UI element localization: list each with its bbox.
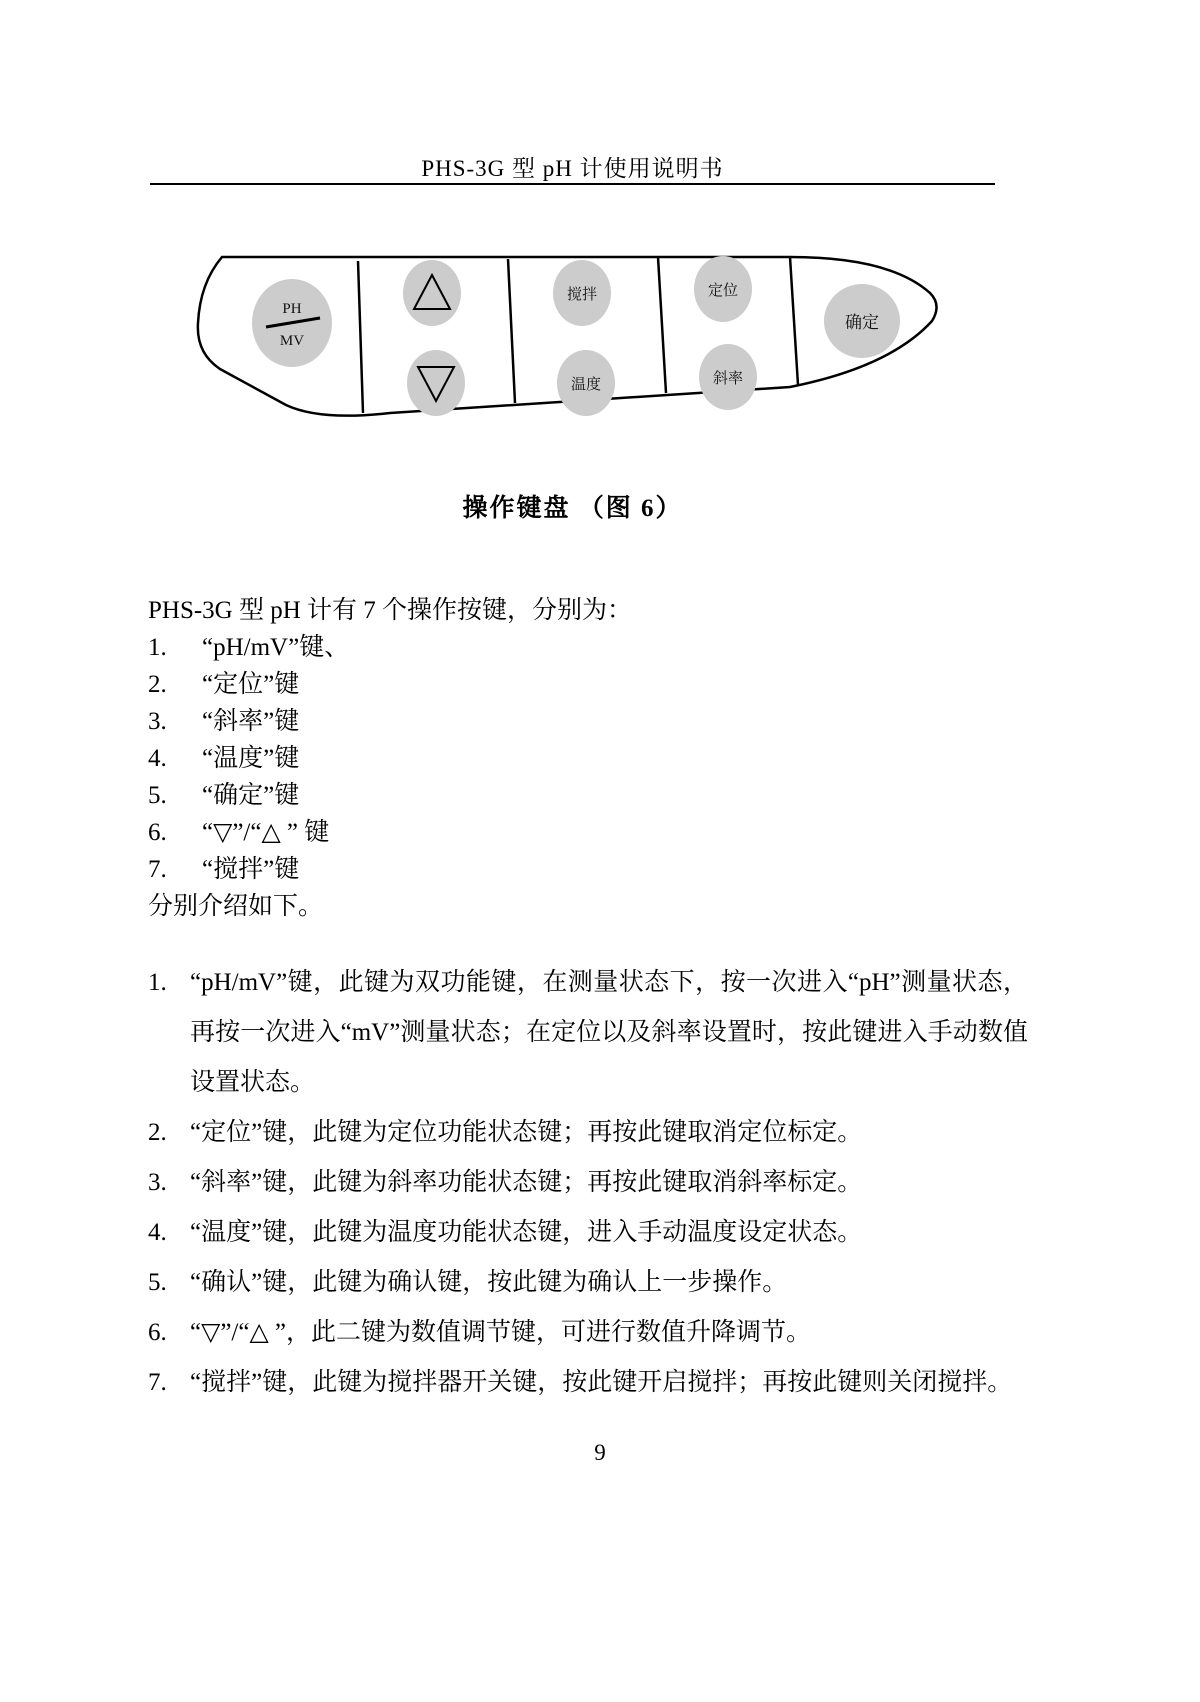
list-item-text: “▽”/“△ ” 键 (202, 819, 330, 846)
list-item (148, 703, 1028, 740)
detail-item-text: “▽”/“△ ”，此二键为数值调节键，可进行数值升降调节。 (190, 1319, 812, 1346)
list-item (148, 814, 1028, 851)
list-item-number: 6. (148, 819, 167, 846)
key-ph-mv-label-bottom: MV (279, 333, 305, 349)
detail-item-number: 2. (148, 1119, 167, 1146)
detail-item-number: 5. (148, 1269, 167, 1296)
list-item (148, 666, 1028, 703)
list-item-number: 7. (148, 856, 167, 883)
key-list (148, 629, 1028, 888)
list-item (148, 851, 1028, 888)
detail-item-text: “pH/mV”键，此键为双功能键，在测量状态下，按一次进入“pH”测量状态，再按一次进入“mV”测量状态；在定位以及斜率设置时，按此键进入手动数值设置状态。 (190, 969, 1028, 1096)
detail-item-text: “搅拌”键，此键为搅拌器开关键，按此键开启搅拌；再按此键则关闭搅拌。 (190, 1369, 1013, 1396)
figure-caption: 操作键盘 （图 6） (462, 495, 683, 522)
keypad-diagram (190, 235, 950, 435)
detail-item (148, 1108, 1028, 1158)
detail-item-text: “斜率”键，此键为斜率功能状态键；再按此键取消斜率标定。 (190, 1169, 863, 1196)
list-item-text: “pH/mV”键、 (202, 634, 350, 661)
detail-item (148, 1308, 1028, 1358)
key-list-section (148, 592, 1028, 925)
detail-list-section (148, 958, 1028, 1408)
keypad-figure (190, 235, 950, 435)
detail-item-number: 4. (148, 1219, 167, 1246)
key-stir-label: 搅拌 (566, 286, 598, 303)
list-item-number: 5. (148, 782, 167, 809)
list-item-number: 1. (148, 634, 167, 661)
detail-item (148, 1258, 1028, 1308)
list-item-number: 4. (148, 745, 167, 772)
list-item-number: 3. (148, 708, 167, 735)
key-slope-label: 斜率 (712, 370, 744, 387)
list-item-text: “温度”键 (202, 745, 300, 772)
list-item (148, 740, 1028, 777)
detail-item (148, 1358, 1028, 1408)
list-item-text: “确定”键 (202, 782, 300, 809)
detail-item-number: 1. (148, 969, 167, 996)
key-confirm-label: 确定 (845, 313, 879, 332)
detail-item (148, 1158, 1028, 1208)
list-item (148, 777, 1028, 814)
key-temperature-label: 温度 (570, 376, 602, 393)
key-locate-label: 定位 (707, 282, 739, 299)
header-title: PHS-3G 型 pH 计使用说明书 (421, 156, 724, 181)
detail-item (148, 958, 1028, 1108)
detail-item-text: “定位”键，此键为定位功能状态键；再按此键取消定位标定。 (190, 1119, 863, 1146)
page-header (150, 150, 995, 183)
detail-item (148, 1208, 1028, 1258)
list-item-text: “搅拌”键 (202, 856, 300, 883)
detail-item-number: 6. (148, 1319, 167, 1346)
detail-item-text: “确认”键，此键为确认键，按此键为确认上一步操作。 (190, 1269, 788, 1296)
detail-item-text: “温度”键，此键为温度功能状态键，进入手动温度设定状态。 (190, 1219, 863, 1246)
header-divider (150, 183, 995, 185)
page-number: 9 (594, 1440, 606, 1465)
list-item (148, 629, 1028, 666)
detail-item-number: 3. (148, 1169, 167, 1196)
list-item-text: “定位”键 (202, 671, 300, 698)
key-ph-mv-label-top: PH (282, 301, 302, 317)
intro-paragraph: PHS-3G 型 pH 计有 7 个操作按键，分别为： (148, 597, 633, 624)
list-item-number: 2. (148, 671, 167, 698)
detail-item-number: 7. (148, 1369, 167, 1396)
note-paragraph: 分别介绍如下。 (148, 893, 324, 920)
list-item-text: “斜率”键 (202, 708, 300, 735)
